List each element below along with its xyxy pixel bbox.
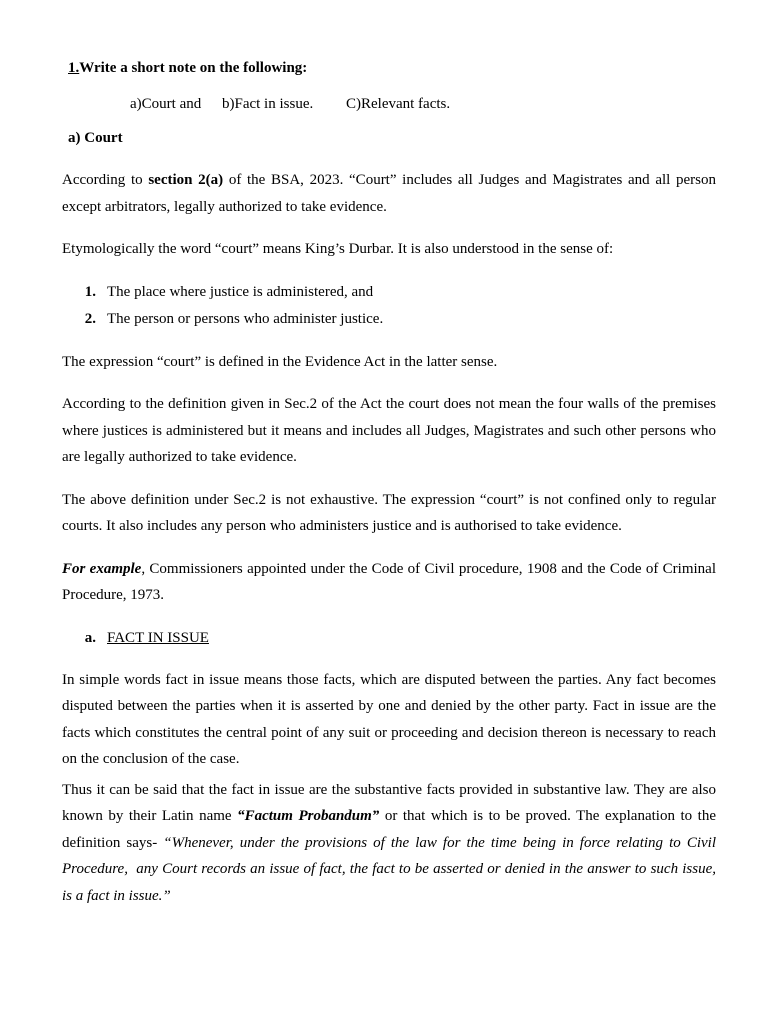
question-number: 1.: [68, 60, 80, 76]
fact-p2-mid: or that which is to be proved. The explanation to the definition says-: [62, 808, 716, 851]
fact-in-issue-paragraph-2: [62, 777, 716, 910]
list-number: 1.: [84, 283, 96, 300]
list-text: The person or persons who administer justice.: [107, 310, 384, 327]
document-page: [62, 58, 716, 909]
question-text: Write a short note on the following:: [79, 60, 308, 76]
court-definition-post: of the BSA, 2023. “Court” includes all Judges and Magistrates and all person except arbitrators, legally authorized to take evidence.: [62, 172, 716, 215]
etymology-paragraph: Etymologically the word “court” means King’s Durbar. It is also understood in the sense of:: [62, 241, 614, 257]
list-number: 2.: [84, 310, 96, 327]
fact-in-issue-number: a.: [84, 629, 96, 646]
fact-p2-pre: Thus it can be said that the fact in issue are the substantive facts provided in substantive law. They are also known by their Latin name: [62, 781, 716, 824]
explanation-quote: “Whenever, under the provisions of the law for the time being in force relating to Civil Procedure, any Court records an issue of fact, the fact to be asserted or denied in the answer to such issue, is a fact in issue.”: [62, 834, 716, 904]
court-definition-pre: According to: [62, 172, 149, 188]
list-item: [62, 306, 716, 333]
not-exhaustive-paragraph: The above definition under Sec.2 is not exhaustive. The expression “court” is not confined only to regular courts. It also includes any person who administers justice and is authorised to take evidence.: [62, 491, 716, 534]
question-heading: [68, 58, 716, 78]
section-heading-court: a) Court: [68, 130, 123, 146]
court-definition-paragraph: [62, 167, 716, 220]
latter-sense-paragraph: The expression “court” is defined in the Evidence Act in the latter sense.: [62, 353, 498, 370]
fact-in-issue-title: FACT IN ISSUE: [107, 629, 209, 646]
example-paragraph: [62, 556, 716, 609]
sec2-definition-paragraph: According to the definition given in Sec.2 of the Act the court does not mean the four walls of the premises where justices is administered but it means and includes all Judges, Magistrates and such other persons who are legally authorized to take evidence.: [62, 396, 716, 465]
subpart-relevant-facts: C)Relevant facts.: [345, 96, 451, 112]
example-lead: For example: [62, 560, 142, 577]
example-text: , Commissioners appointed under the Code of Civil procedure, 1908 and the Code of Criminal Procedure, 1973.: [62, 560, 716, 603]
fact-in-issue-heading: [62, 625, 716, 651]
latin-term: “Factum Probandum”: [237, 808, 380, 824]
fact-in-issue-paragraph-1: In simple words fact in issue means those facts, which are disputed between the parties. Any fact becomes disputed between the parties when it is asserted by one and denied by the other party. Fact in issue are the facts which constitutes the central point of any suit or proceeding and decision thereon is necessary to reach on the conclusion of the case.: [62, 671, 716, 767]
list-item: [62, 279, 716, 306]
subpart-fact-in-issue: b)Fact in issue.: [221, 96, 314, 112]
list-text: The place where justice is administered, and: [107, 283, 374, 300]
question-subparts: [130, 94, 716, 114]
section-reference: section 2(a): [148, 172, 224, 188]
subpart-court: a)Court and: [130, 96, 202, 112]
court-sense-list: [62, 279, 716, 333]
